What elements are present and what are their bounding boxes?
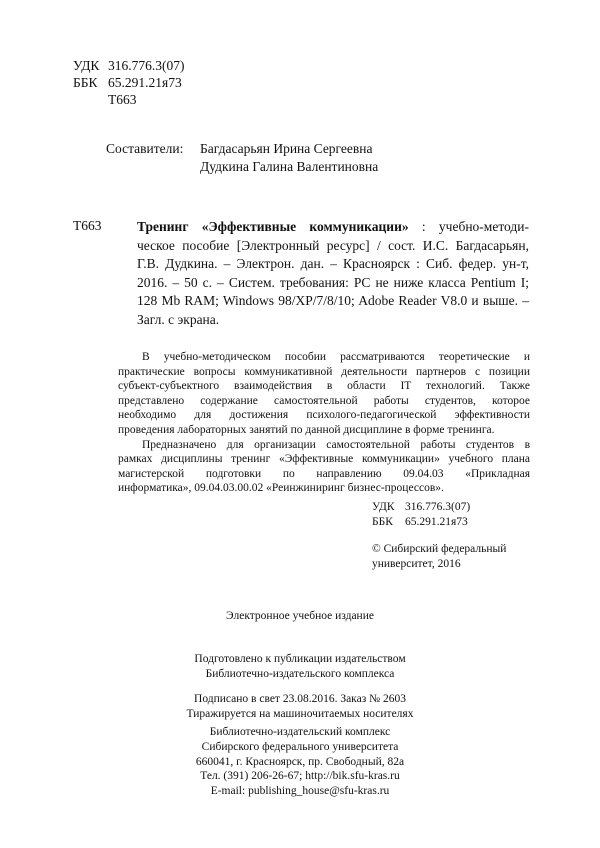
compiler-name: Дудкина Галина Валентиновна xyxy=(200,159,379,174)
bbk-value: 65.291.21я73 xyxy=(405,516,468,528)
book-title: Тренинг «Эффективные коммуникации» xyxy=(137,219,409,234)
udk-value: 316.776.3(07) xyxy=(405,501,471,513)
compilers-block xyxy=(106,140,378,176)
bib-author-code: Т663 xyxy=(73,218,102,233)
abstract-line: субъект-субъектного взаимодействия в области IT технологий. Также xyxy=(118,380,530,393)
abstract-line: рамках дисциплины тренинг «Эффективные коммуникации» учебного плана xyxy=(118,453,530,466)
bib-line: 2016. – 50 с. – Систем. требования: PC не ниже класса Pentium I; xyxy=(137,274,529,290)
udk-label: УДК xyxy=(73,58,100,73)
bottom-classification xyxy=(372,500,470,530)
bib-line: Загл. с экрана. xyxy=(137,311,220,327)
copyright-line: © Сибирский федеральный xyxy=(372,543,507,555)
signed-notice xyxy=(0,692,600,722)
author-code: Т663 xyxy=(108,92,137,107)
abstract-line: проведения лабораторных занятий по данной дисциплине в форме тренинга. xyxy=(118,423,495,436)
publisher-name: Сибирского федерального университета xyxy=(201,740,399,753)
bbk-value: 65.291.21я73 xyxy=(108,75,182,90)
bbk-label: ББК xyxy=(372,516,393,528)
publisher-address: 660041, г. Красноярск, пр. Свободный, 82а xyxy=(195,755,405,768)
udk-value: 316.776.3(07) xyxy=(108,58,185,73)
bibliographic-record xyxy=(137,218,529,329)
prepared-line: Подготовлено к публикации издательством xyxy=(194,653,406,665)
abstract xyxy=(118,350,530,496)
bib-line: : учебно-методи- xyxy=(408,219,530,234)
bbk-row xyxy=(73,74,185,91)
publisher-name: Библиотечно-издательский комплекс xyxy=(209,726,391,738)
copyright-notice xyxy=(372,542,506,571)
prepared-line: Библиотечно-издательского комплекса xyxy=(205,667,395,680)
bib-line: 128 Mb RAM; Windows 98/XP/7/8/10; Adobe Reader V8.0 и выше. – xyxy=(137,293,529,308)
signed-line: Тиражируется на машиночитаемых носителях xyxy=(186,707,414,720)
abstract-line: необходимо для достижения психолого-педагогической эффективности xyxy=(118,409,530,422)
abstract-line: В учебно-методическом пособии рассматриваются теоретические и xyxy=(142,351,530,363)
bbk-label: ББК xyxy=(73,75,98,90)
udk-label: УДК xyxy=(372,501,395,513)
top-classification xyxy=(73,57,185,108)
compiler-name: Багдасарьян Ирина Сергеевна xyxy=(200,141,373,156)
bib-line: ческое пособие [Электронный ресурс] / сост. И.С. Багдасарьян, xyxy=(137,237,529,253)
edition-type: Электронное учебное издание xyxy=(226,610,374,622)
abstract-line: информатика», 09.04.03.00.02 «Реинжиниринг бизнес-процессов». xyxy=(118,482,444,495)
publisher-email: E-mail: publishing_house@sfu-kras.ru xyxy=(210,785,390,798)
copyright-line: университет, 2016 xyxy=(372,557,461,570)
abstract-line: магистерской подготовки по направлению 09.04.03 «Прикладная xyxy=(118,467,530,480)
compilers-label: Составители: xyxy=(106,141,184,156)
abstract-line: представлено содержание самостоятельной работы студентов, которое xyxy=(118,394,530,407)
publisher-info xyxy=(0,725,600,799)
signed-line: Подписано в свет 23.08.2016. Заказ № 2603 xyxy=(194,693,406,705)
abstract-line: Предназначено для организации самостоятельной работы студентов в xyxy=(142,438,530,451)
udk-row xyxy=(73,57,185,74)
bib-line: Г.В. Дудкина. – Электрон. дан. – Красноярск : Сиб. федер. ун-т, xyxy=(137,256,529,271)
publisher-phone: Тел. (391) 206-26-67; http://bik.sfu-kras.ru xyxy=(200,770,400,783)
abstract-line: практические вопросы коммуникативной деятельности партнеров с позиции xyxy=(118,365,530,378)
prepared-notice xyxy=(0,652,600,682)
